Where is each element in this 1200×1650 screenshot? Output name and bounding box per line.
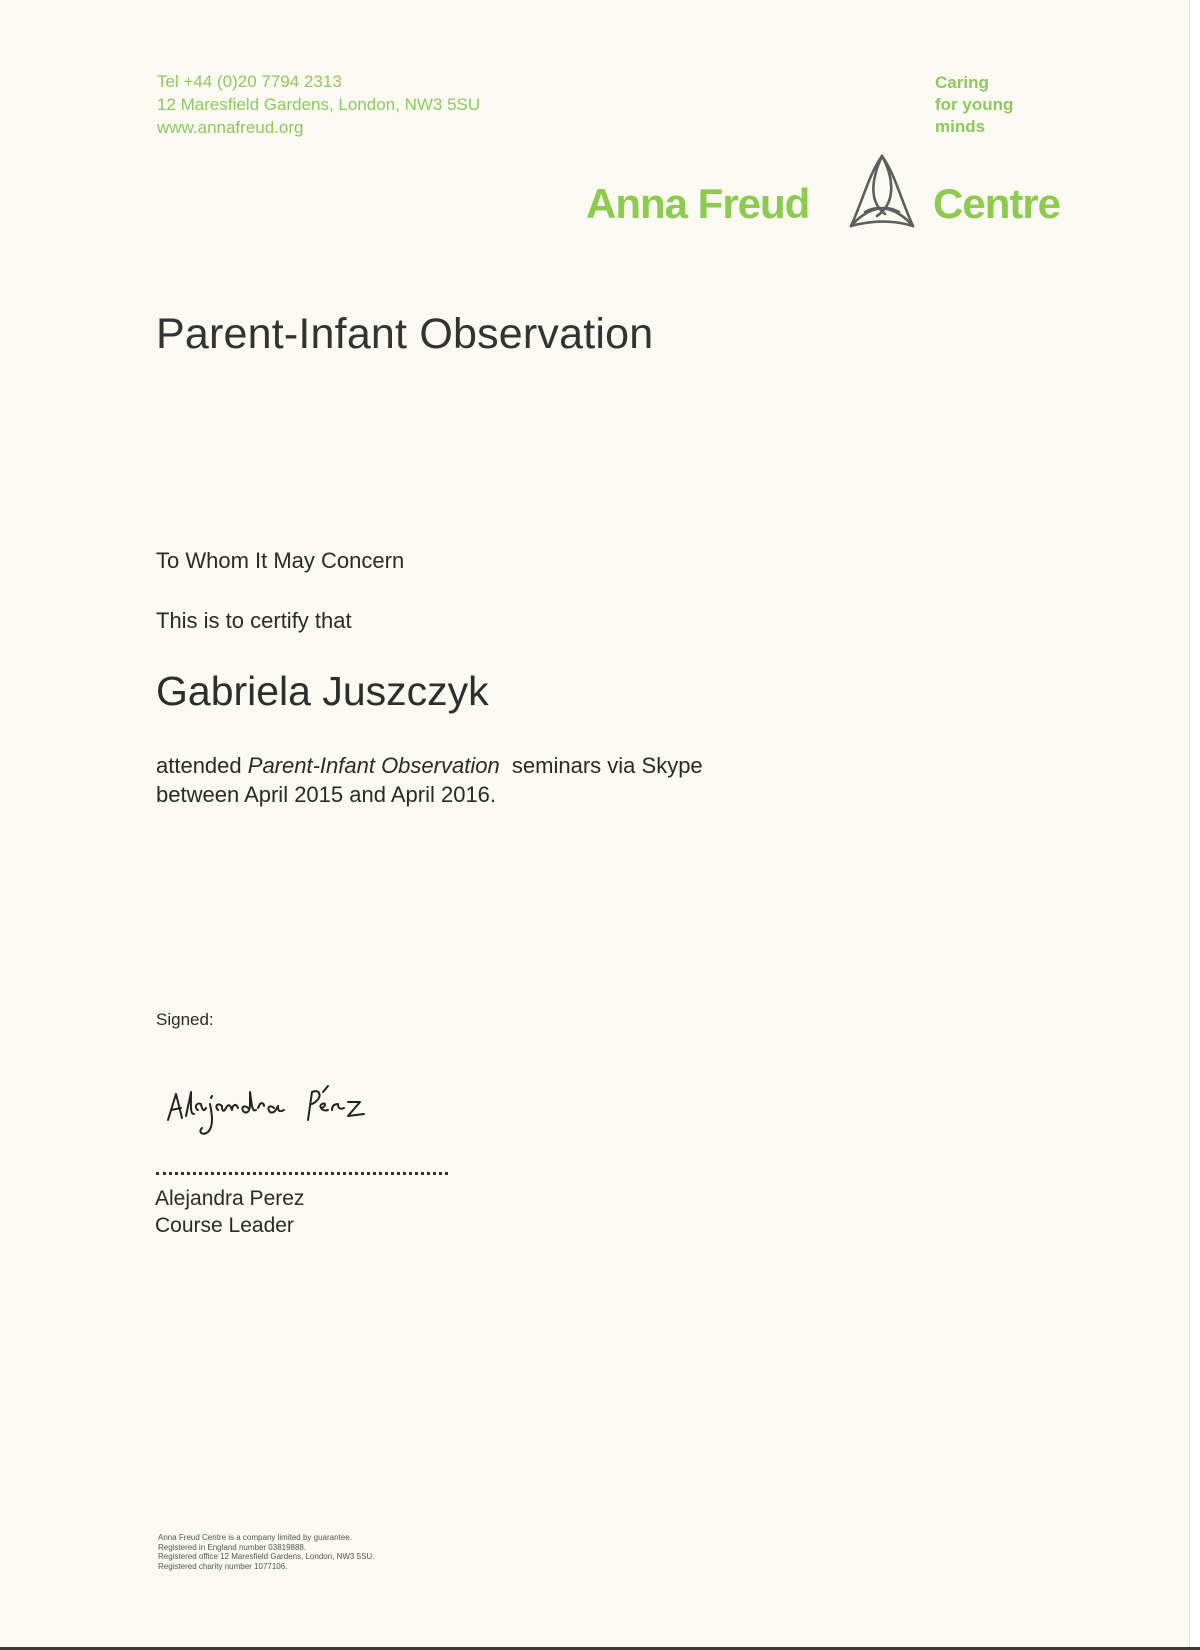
signer-role: Course Leader <box>155 1214 294 1237</box>
logo-word-left: Anna Freud <box>586 180 810 227</box>
letterhead-tagline <box>935 72 1013 138</box>
signer-block <box>155 1185 304 1239</box>
registration-footer <box>158 1533 374 1571</box>
document-title: Parent-Infant Observation <box>156 310 654 358</box>
signer-name: Alejandra Perez <box>155 1187 305 1210</box>
course-name: Parent-Infant Observation <box>247 753 500 778</box>
letterhead-contact <box>157 70 480 139</box>
handwritten-signature <box>160 1080 410 1140</box>
tagline-line: for young <box>935 95 1014 114</box>
period-line: between April 2015 and April 2016. <box>156 782 497 807</box>
signature-line <box>156 1172 448 1175</box>
footer-line: Registered charity number 1077106. <box>158 1561 288 1571</box>
attended-prefix: attended <box>156 753 242 778</box>
certify-line: This is to certify that <box>156 608 352 633</box>
website-link[interactable]: www.annafreud.org <box>157 118 304 137</box>
attendance-statement <box>156 751 703 809</box>
page-edge <box>1189 0 1200 1650</box>
tagline-line: Caring <box>935 73 989 92</box>
signed-label: Signed: <box>156 1010 214 1029</box>
tagline-line: minds <box>935 117 986 136</box>
recipient-name: Gabriela Juszczyk <box>156 668 489 714</box>
triquetra-icon <box>839 152 925 234</box>
logo-word-right: Centre <box>933 180 1061 227</box>
attended-suffix: seminars via Skype <box>511 753 703 778</box>
anna-freud-centre-logo <box>586 150 1086 240</box>
address: 12 Maresfield Gardens, London, NW3 5SU <box>157 95 481 114</box>
footer-line: Registered in England number 03819888. <box>158 1542 307 1552</box>
footer-line: Anna Freud Centre is a company limited by guarantee. <box>158 1533 352 1542</box>
footer-line: Registered office 12 Maresfield Gardens, London, NW3 5SU. <box>158 1552 375 1561</box>
phone-number: Tel +44 (0)20 7794 2313 <box>157 72 342 91</box>
salutation: To Whom It May Concern <box>156 548 405 573</box>
